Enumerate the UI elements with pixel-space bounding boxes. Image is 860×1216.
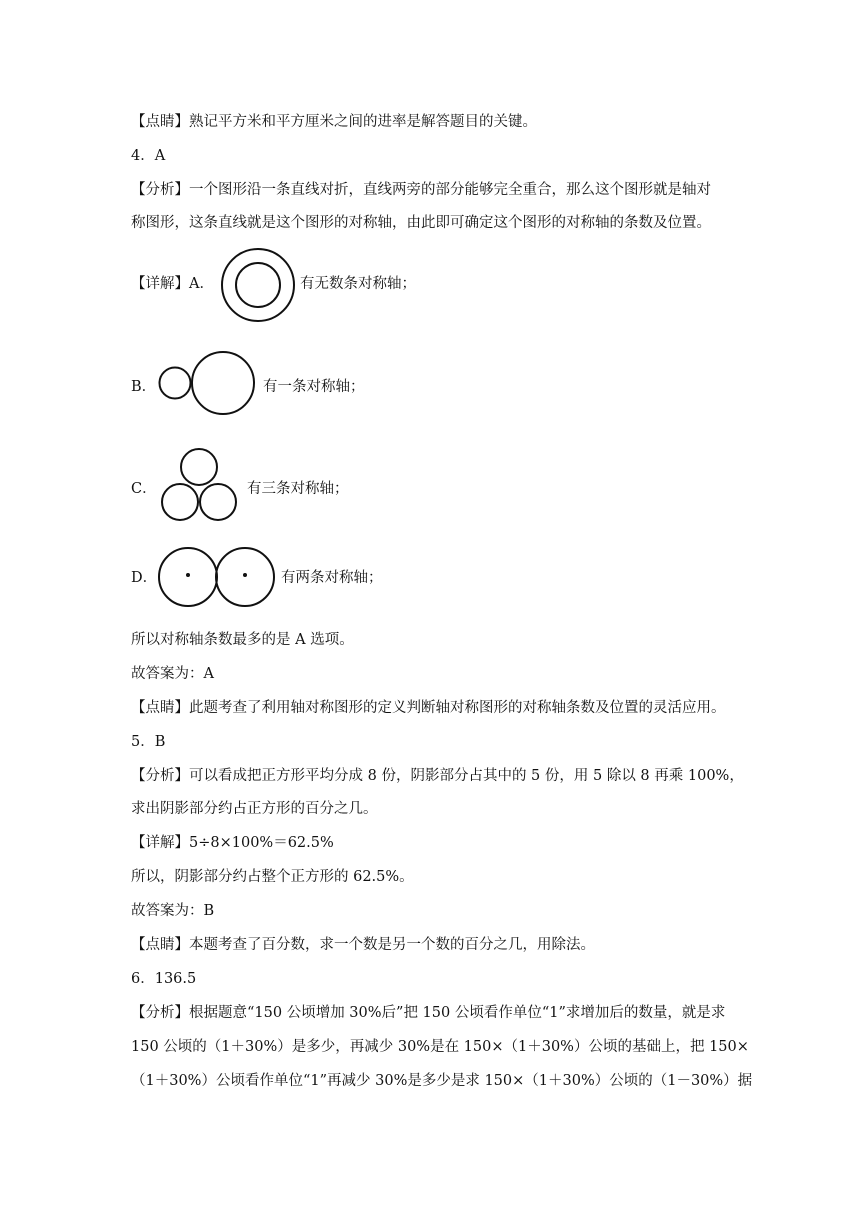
text-line: 【分析】根据题意“150 公顷增加 30%后”把 150 公顷看作单位“1”求增加后的数量，就是求 (131, 1005, 726, 1021)
figure-two-dotted-circles (157, 545, 277, 609)
question-number: 5．B (131, 734, 166, 750)
answer-line: 故答案为：A (131, 666, 214, 682)
option-b-text: 有一条对称轴； (263, 379, 365, 395)
answer-line: 故答案为：B (131, 903, 215, 919)
figure-small-large-circles (157, 351, 259, 417)
text-line: 150 公顷的（1＋30%）是多少，再减少 30%是在 150×（1＋30%）公顷的基础上，把 150× (131, 1039, 749, 1055)
text-line: 【点睛】本题考查了百分数，求一个数是另一个数的百分之几，用除法。 (131, 937, 595, 953)
question-number: 4．A (131, 148, 166, 164)
option-c-text: 有三条对称轴； (247, 481, 349, 497)
option-d-prefix: D． (131, 570, 158, 586)
text-line: 【分析】一个图形沿一条直线对折，直线两旁的部分能够完全重合，那么这个图形就是轴对 (131, 182, 711, 198)
option-b-prefix: B． (131, 379, 157, 395)
text-line: 求出阴影部分约占正方形的百分之几。 (131, 801, 378, 817)
figure-three-circles (158, 448, 242, 524)
figure-concentric-circles (220, 247, 296, 323)
text-line: 【详解】5÷8×100%＝62.5% (131, 835, 334, 851)
option-a-text: 有无数条对称轴； (300, 276, 416, 292)
option-d-text: 有两条对称轴； (281, 570, 383, 586)
question-number: 6．136.5 (131, 971, 197, 987)
option-a-prefix: 【详解】A． (131, 276, 214, 292)
text-line: 【分析】可以看成把正方形平均分成 8 份，阴影部分占其中的 5 份，用 5 除以 8 再乘 100%， (131, 768, 744, 784)
text-line: 【点睛】此题考查了利用轴对称图形的定义判断轴对称图形的对称轴条数及位置的灵活应用。 (131, 700, 726, 716)
text-line: 称图形，这条直线就是这个图形的对称轴，由此即可确定这个图形的对称轴的条数及位置。 (131, 215, 711, 231)
text-line: 所以对称轴条数最多的是 A 选项。 (131, 632, 354, 648)
text-line: 【点睛】熟记平方米和平方厘米之间的进率是解答题目的关键。 (131, 114, 537, 130)
text-line: （1＋30%）公顷看作单位“1”再减少 30%是多少是求 150×（1＋30%）公顷的（1－30%）据 (131, 1073, 753, 1089)
option-c-prefix: C． (131, 481, 157, 497)
text-line: 所以，阴影部分约占整个正方形的 62.5%。 (131, 869, 414, 885)
